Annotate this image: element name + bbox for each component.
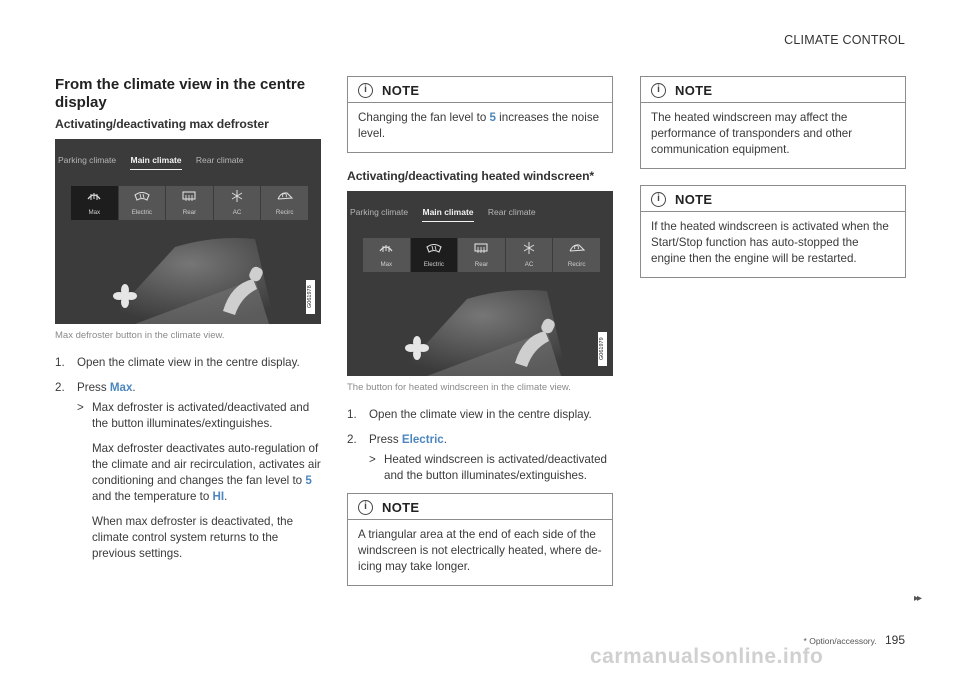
info-icon: i [358, 83, 373, 98]
figure-tab-parking: Parking climate [350, 207, 409, 217]
figure-caption: The button for heated windscreen in the climate view. [347, 382, 571, 393]
note-title: NOTE [675, 83, 713, 98]
figure-button-label: AC [524, 261, 534, 268]
step-1 [347, 407, 613, 423]
figure-button-label: Max [380, 261, 393, 268]
note-header [641, 192, 905, 212]
figure-tab-rear: Rear climate [487, 207, 536, 217]
seat-and-fan-illustration [55, 139, 321, 324]
info-icon: i [358, 500, 373, 515]
figure-button-label: Rear [182, 209, 197, 216]
figure-tab-parking: Parking climate [58, 155, 117, 165]
column-1 [55, 76, 321, 571]
steps-max-defroster [55, 355, 321, 562]
step-number: 2. [55, 381, 65, 394]
step-number: 1. [347, 408, 357, 421]
climate-view-figure-max [55, 139, 321, 324]
watermark: carmanualsonline.info [590, 645, 824, 668]
figure-button-label: Max [88, 209, 101, 216]
figure-button-label: Recirc [567, 261, 586, 268]
note-body: If the heated windscreen is activated when the Start/Stop function has auto-stopped the engine then the engine will be restarted. [651, 220, 889, 265]
figure-tab-main: Main climate [130, 155, 181, 170]
page-header-title: CLIMATE CONTROL [784, 33, 905, 47]
figure-image-id: G061979 [598, 332, 607, 366]
note-title: NOTE [382, 83, 420, 98]
result-arrow: > [77, 401, 84, 414]
section-heading: From the climate view in the centre display [55, 76, 306, 111]
keyword-electric: Electric [401, 433, 444, 446]
step-2 [347, 432, 613, 448]
result-text: Max defroster is activated/deactivated and the button illuminates/extinguishes. [92, 401, 310, 430]
figure-image-id: G061978 [306, 280, 315, 314]
step-result [347, 452, 613, 484]
note-box [640, 76, 906, 169]
note-box [640, 185, 906, 278]
step-text-end: . [132, 381, 136, 394]
steps-heated-windscreen [347, 407, 613, 484]
keyword-fan-level: 5 [489, 111, 496, 124]
step-number: 1. [55, 356, 65, 369]
subsection-heading-heated-windscreen: Activating/deactivating heated windscreen* [347, 169, 595, 183]
step-1 [55, 355, 321, 371]
figure-tab-main: Main climate [422, 207, 473, 222]
para-text: . [224, 490, 228, 503]
figure-button-label: Recirc [275, 209, 294, 216]
climate-view-figure-electric [347, 191, 613, 376]
explanation-paragraph [55, 441, 321, 505]
step-text-end: . [443, 433, 447, 446]
result-arrow: > [369, 453, 376, 466]
seat-and-fan-illustration [347, 191, 613, 376]
keyword-max: Max [109, 381, 133, 394]
note-header [348, 500, 612, 520]
page-number: 195 [884, 633, 905, 647]
note-body [358, 110, 602, 142]
subsection-heading-max-defroster: Activating/deactivating max defroster [55, 117, 269, 131]
footnote: * Option/accessory. [803, 636, 877, 646]
note-box [347, 493, 613, 586]
column-2 [347, 76, 613, 602]
step-number: 2. [347, 433, 357, 446]
note-text: increases the noise level. [358, 111, 600, 140]
deactivation-paragraph: When max defroster is deactivated, the climate control system returns to the previous settings. [92, 515, 294, 560]
para-text: and the temperature to [92, 490, 213, 503]
note-body: A triangular area at the end of each side of the windscreen is not electrically heated, where de-icing may take longer. [358, 528, 602, 573]
column-3 [640, 76, 906, 294]
step-text: Press [77, 381, 110, 394]
note-header [641, 83, 905, 103]
figure-tab-rear: Rear climate [195, 155, 244, 165]
step-text: Press [369, 433, 402, 446]
step-2 [55, 380, 321, 396]
next-page-icon: ▸▸ [913, 593, 920, 604]
note-body: The heated windscreen may affect the performance of transponders and other communication equipment. [651, 111, 853, 156]
step-result [55, 400, 321, 432]
note-box [347, 76, 613, 153]
keyword-temperature: HI [212, 490, 225, 503]
info-icon: i [651, 83, 666, 98]
figure-caption: Max defroster button in the climate view. [55, 330, 225, 341]
result-text: Heated windscreen is activated/deactivated and the button illuminates/extinguishes. [384, 453, 607, 482]
para-text: Max defroster deactivates auto-regulation of the climate and air recirculation, activates air conditioning and changes the fan level to [92, 442, 321, 487]
info-icon: i [651, 192, 666, 207]
figure-button-label: Electric [131, 209, 153, 216]
note-title: NOTE [675, 192, 713, 207]
step-text: Open the climate view in the centre display. [369, 408, 592, 421]
note-title: NOTE [382, 500, 420, 515]
step-text: Open the climate view in the centre display. [77, 356, 300, 369]
note-header [348, 83, 612, 103]
note-text: Changing the fan level to [358, 111, 490, 124]
figure-button-label: Electric [423, 261, 445, 268]
figure-button-label: AC [232, 209, 242, 216]
figure-button-label: Rear [474, 261, 489, 268]
keyword-fan-level: 5 [305, 474, 312, 487]
